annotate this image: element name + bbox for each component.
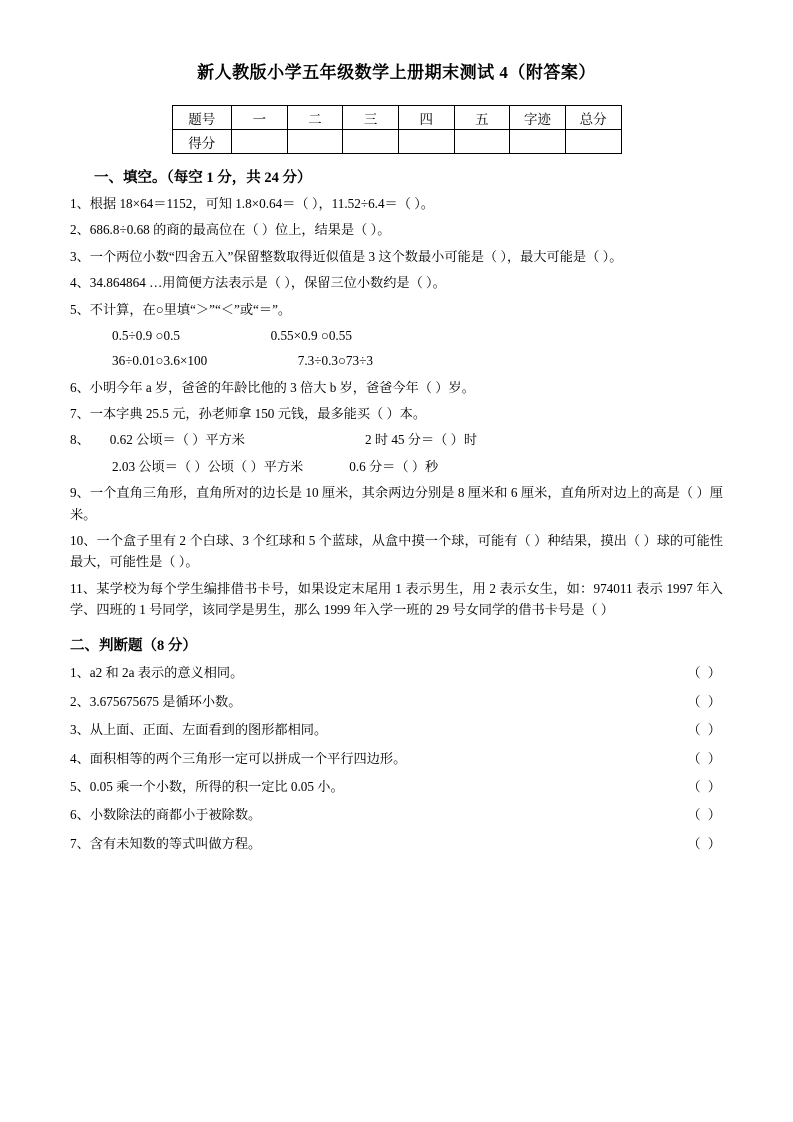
true-false-text: 3、从上面、正面、左面看到的图形都相同。 — [70, 722, 328, 738]
question-11: 11、某学校为每个学生编排借书卡号，如果设定末尾用 1 表示男生，用 2 表示女生，如：974011 表示 1997 年入学、四班的 1 号同学，该同学是男生，那么 1999 年入学一班的 29 号女同学的借书卡号是（ ） — [70, 580, 723, 617]
table-header-cell: 一 — [232, 106, 288, 130]
table-cell — [510, 130, 566, 154]
table-header-cell: 题号 — [172, 106, 232, 130]
table-header-cell: 总分 — [565, 106, 621, 130]
table-cell — [343, 130, 399, 154]
answer-blank[interactable]: （ ） — [687, 750, 723, 766]
answer-blank[interactable]: （ ） — [687, 778, 723, 794]
question-3: 3、一个两位小数“四舍五入”保留整数取得近似值是 3 这个数最小可能是（ ），最大可能是（ ）。 — [70, 248, 623, 264]
true-false-text: 1、a2 和 2a 表示的意义相同。 — [70, 665, 244, 681]
table-header-cell: 得分 — [172, 130, 232, 154]
table-cell — [565, 130, 621, 154]
table-header-cell: 三 — [343, 106, 399, 130]
true-false-item — [70, 719, 723, 740]
question-8-number: 8、 — [70, 432, 90, 448]
question-1: 1、根据 18×64＝1152，可知 1.8×0.64＝（ ），11.52÷6.4＝（ ）。 — [70, 196, 434, 211]
answer-blank[interactable]: （ ） — [687, 835, 723, 851]
question-8-line-2 — [70, 456, 723, 477]
question-5: 5、不计算，在○里填“＞”“＜”或“＝”。 — [70, 301, 292, 317]
true-false-text: 4、面积相等的两个三角形一定可以拼成一个平行四边形。 — [70, 750, 407, 766]
question-8-part-a: 0.62 公顷＝（ ）平方米 — [109, 432, 245, 448]
true-false-item — [70, 776, 723, 797]
true-false-text: 7、含有未知数的等式叫做方程。 — [70, 835, 262, 851]
question-2: 2、686.8÷0.68 的商的最高位在（ ）位上，结果是（ ）。 — [70, 222, 391, 238]
question-8-part-c: 2.03 公顷＝（ ）公顷（ ）平方米 — [112, 458, 304, 474]
score-table — [172, 105, 622, 154]
page-title: 新人教版小学五年级数学上册期末测试 4（附答案） — [197, 63, 596, 82]
question-9: 9、一个直角三角形，直角所对的边长是 10 厘米，其余两边分别是 8 厘米和 6 厘米，直角所对边上的高是（ ）厘米。 — [70, 485, 723, 522]
true-false-item — [70, 833, 723, 854]
answer-blank[interactable]: （ ） — [687, 807, 723, 823]
true-false-text: 5、0.05 乘一个小数，所得的积一定比 0.05 小。 — [70, 778, 344, 794]
compare-expression-left: 36÷0.01○3.6×100 — [112, 353, 208, 369]
compare-expression-right: 7.3÷0.3○73÷3 — [297, 353, 373, 369]
question-8-part-d: 0.6 分＝（ ）秒 — [349, 458, 439, 474]
table-cell — [287, 130, 343, 154]
answer-blank[interactable]: （ ） — [687, 693, 723, 709]
table-cell — [232, 130, 288, 154]
true-false-item — [70, 662, 723, 683]
true-false-item — [70, 748, 723, 769]
compare-expression-left: 0.5÷0.9 ○0.5 — [112, 327, 180, 343]
compare-expression-right: 0.55×0.9 ○0.55 — [270, 327, 352, 343]
table-header-cell: 五 — [454, 106, 510, 130]
section-one-title: 一、填空。（每空 1 分，共 24 分） — [94, 170, 312, 186]
section-two-title: 二、判断题（8 分） — [70, 638, 197, 655]
table-header-cell: 字迹 — [510, 106, 566, 130]
question-5-line-1 — [70, 325, 723, 346]
true-false-item — [70, 691, 723, 712]
question-7: 7、一本字典 25.5 元，孙老师拿 150 元钱，最多能买（ ）本。 — [70, 406, 427, 421]
question-6: 6、小明今年 a 岁，爸爸的年龄比他的 3 倍大 b 岁，爸爸今年（ ）岁。 — [70, 379, 475, 395]
true-false-item — [70, 804, 723, 825]
table-header-cell: 四 — [398, 106, 454, 130]
true-false-text: 6、小数除法的商都小于被除数。 — [70, 807, 262, 823]
question-8-part-b: 2 时 45 分＝（ ）时 — [364, 432, 478, 448]
table-cell — [454, 130, 510, 154]
question-8-line-1 — [70, 429, 723, 450]
answer-blank[interactable]: （ ） — [687, 722, 723, 738]
question-10: 10、一个盒子里有 2 个白球、3 个红球和 5 个蓝球，从盒中摸一个球，可能有（ ）种结果，摸出（ ）球的可能性最大，可能性是（ ）。 — [70, 532, 723, 570]
question-4: 4、34.864864 …用简便方法表示是（ ），保留三位小数约是（ ）。 — [70, 275, 446, 291]
table-row — [172, 106, 621, 130]
question-5-line-2 — [70, 350, 723, 371]
table-row — [172, 130, 621, 154]
true-false-text: 2、3.675675675 是循环小数。 — [70, 693, 242, 709]
table-header-cell: 二 — [287, 106, 343, 130]
table-cell — [398, 130, 454, 154]
answer-blank[interactable]: （ ） — [687, 665, 723, 681]
